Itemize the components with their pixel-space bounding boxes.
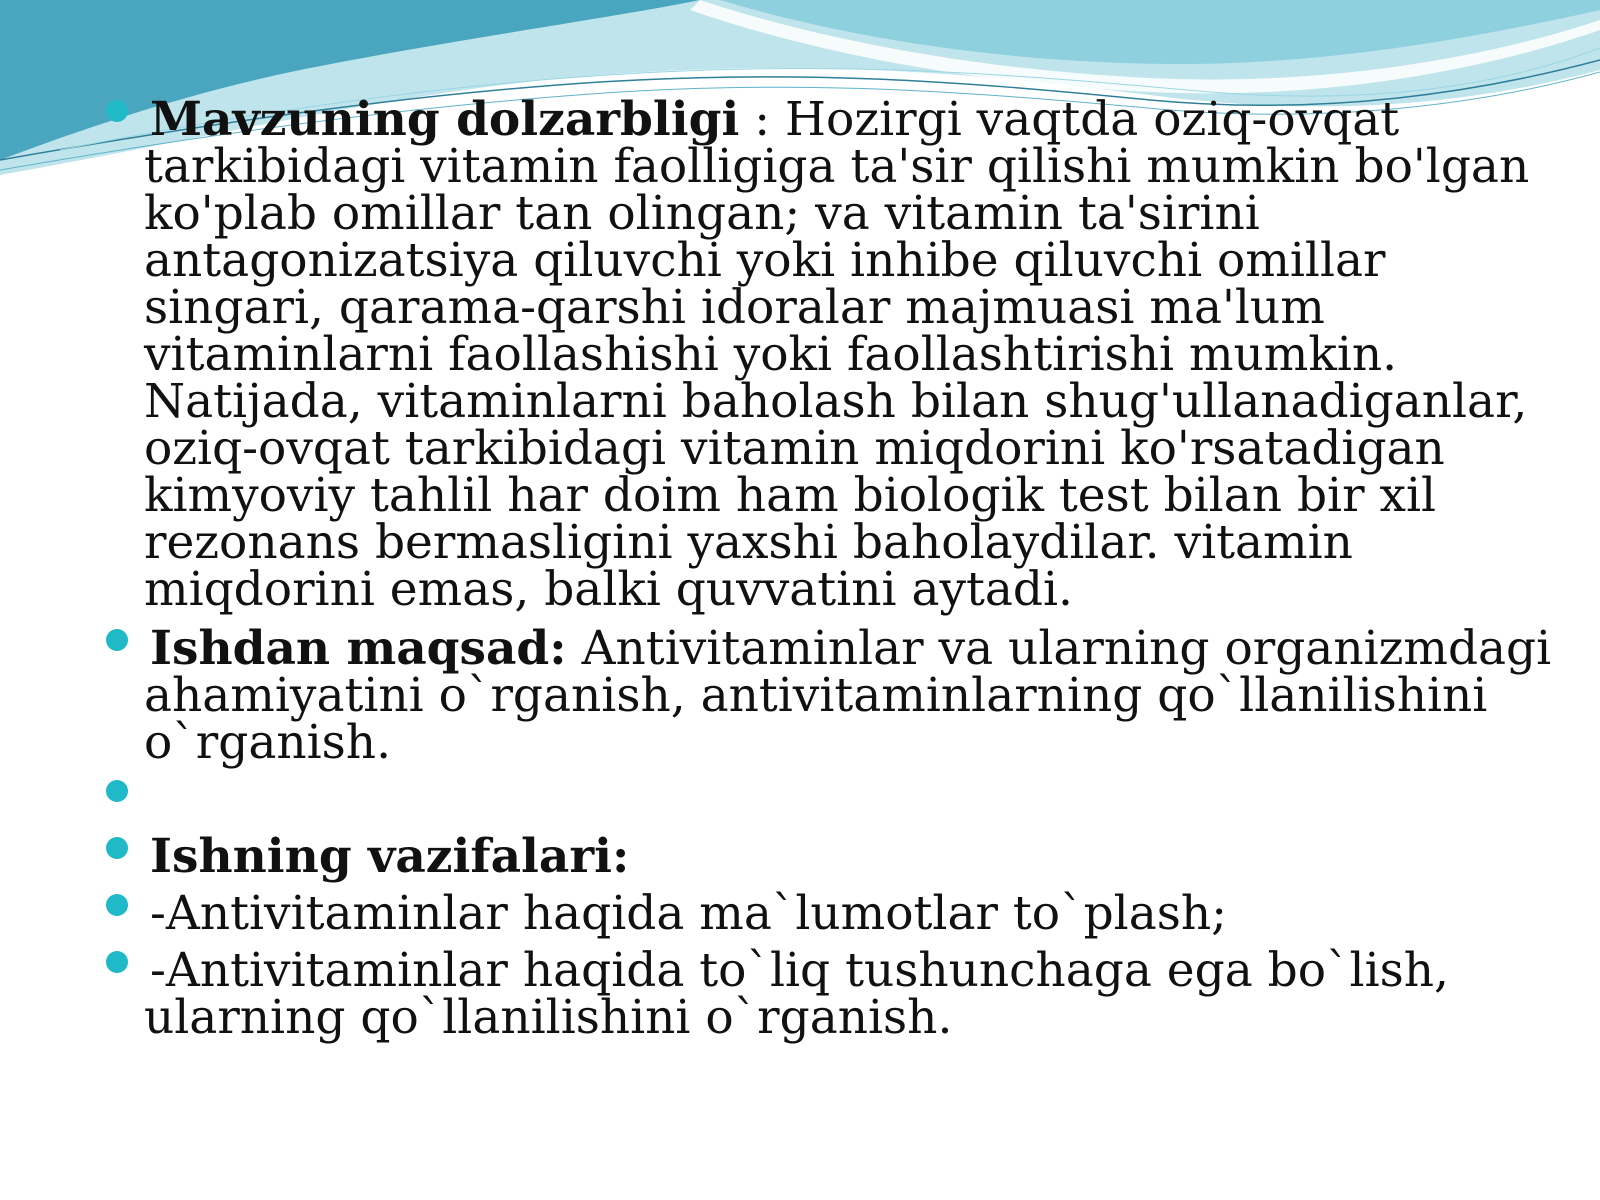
task-1-text: -Antivitaminlar haqida ma`lumotlar to`plash; bbox=[150, 886, 1227, 941]
bullet-work-tasks bbox=[98, 829, 1558, 884]
bullet-task-1 bbox=[98, 886, 1558, 941]
bullet-dot-icon bbox=[106, 780, 128, 802]
bullet-dot-icon bbox=[106, 837, 128, 859]
bullet-topic-relevance bbox=[98, 92, 1558, 617]
topic-relevance-text: : Hozirgi vaqtda oziq-ovqat tarkibidagi vitamin faolligiga ta'sir qilishi mumkin bo'lgan ko'plab omillar tan olingan; va vitamin ta'sirini antagonizatsiya qiluvchi yoki inhibe qiluvchi omillar singari, qarama-qarshi idoralar majmuasi ma'lum vitaminlarni faollashishi yoki faollashtirishi mumkin. Natijada, vitaminlarni baholash bilan shug'ullanadiganlar, oziq-ovqat tarkibidagi vitamin miqdorini ko'rsatadigan kimyoviy tahlil har doim ham biologik test bilan bir xil rezonans bermasligini yaxshi baholaydilar. vitamin miqdorini emas, balki quvvatini aytadi. bbox=[144, 92, 1530, 617]
bullet-dot-icon bbox=[106, 100, 128, 122]
slide-body bbox=[98, 92, 1558, 1045]
task-2-text: -Antivitaminlar haqida to`liq tushunchaga ega bo`lish, ularning qo`llanilishini o`rganish. bbox=[144, 943, 1449, 1045]
topic-relevance-label: Mavzuning dolzarbligi bbox=[150, 92, 740, 147]
bullet-dot-icon bbox=[106, 951, 128, 973]
bullet-task-2 bbox=[98, 943, 1558, 1045]
work-aim-label: Ishdan maqsad: bbox=[150, 621, 567, 676]
bullet-work-aim bbox=[98, 621, 1558, 770]
bullet-dot-icon bbox=[106, 629, 128, 651]
bullet-dot-icon bbox=[106, 894, 128, 916]
work-tasks-label: Ishning vazifalari: bbox=[150, 829, 630, 884]
bullet-empty bbox=[98, 776, 1558, 823]
work-aim-text: Antivitaminlar va ularning organizmdagi ahamiyatini o`rganish, antivitaminlarning qo`llanilishini o`rganish. bbox=[144, 621, 1552, 770]
